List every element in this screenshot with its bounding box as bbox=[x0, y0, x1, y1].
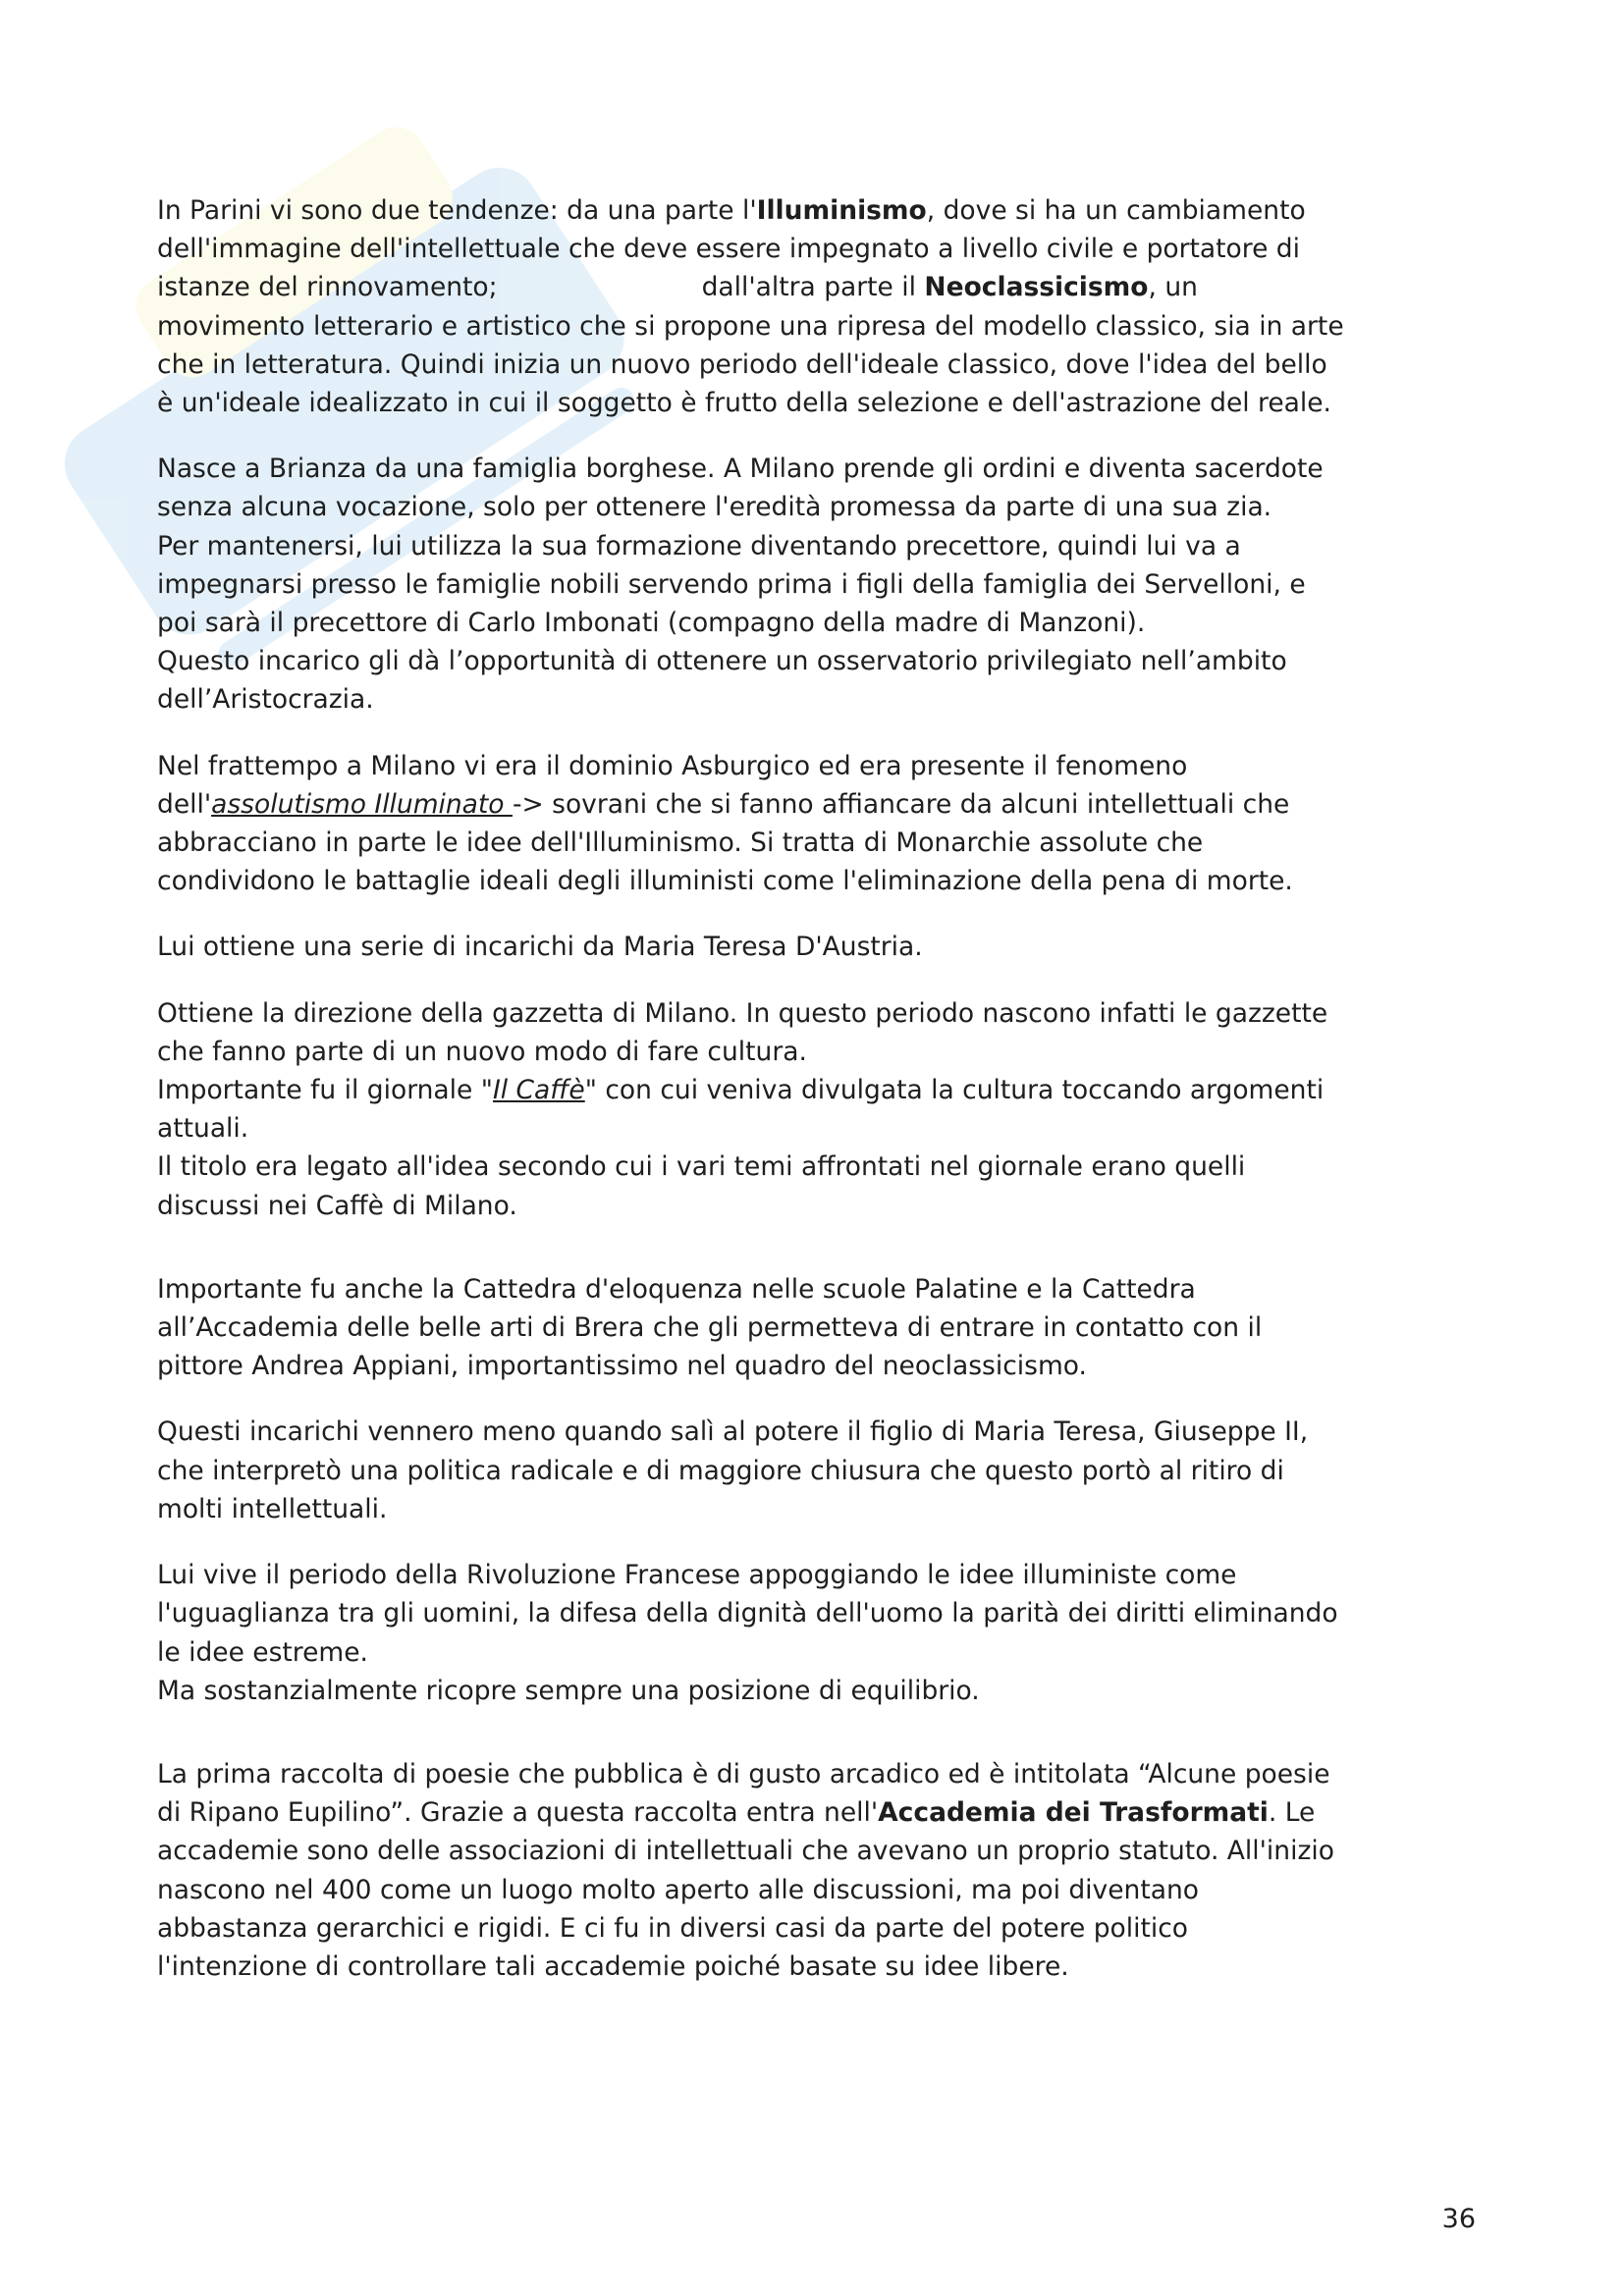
paragraph bbox=[157, 994, 1478, 1225]
text-run: dell’Aristocrazia. bbox=[157, 684, 374, 716]
text-line bbox=[157, 994, 1478, 1033]
bold-term: Neoclassicismo bbox=[924, 272, 1149, 303]
text-run: dall'altra parte il bbox=[701, 272, 925, 303]
text-line bbox=[157, 1594, 1478, 1632]
paragraph bbox=[157, 1413, 1478, 1528]
text-run: In Parini vi sono due tendenze: da una parte l' bbox=[157, 195, 757, 226]
text-run: Importante fu il giornale " bbox=[157, 1075, 493, 1106]
text-run: Lui ottiene una serie di incarichi da Maria Teresa D'Austria. bbox=[157, 932, 923, 963]
text-run: movimento letterario e artistico che si propone una ripresa del modello classico, sia in arte bbox=[157, 310, 1344, 342]
text-run: impegnarsi presso le famiglie nobili servendo prima i figli della famiglia dei Servelloni, e bbox=[157, 568, 1306, 600]
text-line bbox=[157, 1033, 1478, 1071]
paragraph bbox=[157, 1556, 1478, 1710]
text-run: abbracciano in parte le idee dell'Illuminismo. Si tratta di Monarchie assolute che bbox=[157, 828, 1204, 859]
text-line bbox=[157, 1347, 1478, 1385]
page-number: 36 bbox=[1441, 2204, 1476, 2234]
text-line bbox=[157, 1672, 1478, 1710]
body-text bbox=[157, 191, 1478, 2013]
text-line bbox=[157, 1490, 1478, 1528]
text-line bbox=[157, 1187, 1478, 1225]
text-run: all’Accademia delle belle arti di Brera che gli permetteva di entrare in contatto con il bbox=[157, 1312, 1263, 1344]
text-run: poi sarà il precettore di Carlo Imbonati (compagno della madre di Manzoni). bbox=[157, 608, 1146, 639]
text-run: dell' bbox=[157, 788, 212, 820]
text-line bbox=[157, 488, 1478, 526]
text-line bbox=[157, 1909, 1478, 1948]
text-run: Nasce a Brianza da una famiglia borghese. A Milano prende gli ordini e diventa sacerdote bbox=[157, 454, 1324, 485]
text-line bbox=[157, 1793, 1478, 1832]
text-run: Ottiene la direzione della gazzetta di Milano. In questo periodo nascono infatti le gazzette bbox=[157, 997, 1328, 1029]
paragraph bbox=[157, 191, 1478, 422]
text-line bbox=[157, 1871, 1478, 1909]
text-run: Lui vive il periodo della Rivoluzione Francese appoggiando le idee illuministe come bbox=[157, 1560, 1237, 1591]
text-line bbox=[157, 384, 1478, 422]
text-run: molti intellettuali. bbox=[157, 1493, 388, 1524]
paragraph bbox=[157, 450, 1478, 719]
emphasized-term: Il Caffè bbox=[492, 1075, 585, 1106]
text-run: è un'ideale idealizzato in cui il soggetto è frutto della selezione e dell'astrazione del reale. bbox=[157, 388, 1331, 419]
text-line bbox=[157, 785, 1478, 824]
text-run: le idee estreme. bbox=[157, 1636, 368, 1668]
paragraph bbox=[157, 928, 1478, 966]
text-run: di Ripano Eupilino”. Grazie a questa raccolta entra nell' bbox=[157, 1797, 879, 1829]
text-run: abbastanza gerarchici e rigidi. E ci fu in diversi casi da parte del potere politico bbox=[157, 1912, 1189, 1944]
text-line bbox=[157, 346, 1478, 384]
text-run: attuali. bbox=[157, 1113, 249, 1145]
text-line bbox=[157, 680, 1478, 719]
text-line bbox=[157, 1109, 1478, 1148]
text-run: Questi incarichi vennero meno quando salì al potere il figlio di Maria Teresa, Giuseppe II, bbox=[157, 1416, 1309, 1448]
text-run: Nel frattempo a Milano vi era il dominio Asburgico ed era presente il fenomeno bbox=[157, 750, 1188, 781]
text-run: , dove si ha un cambiamento bbox=[926, 195, 1306, 226]
text-run: accademie sono delle associazioni di intellettuali che avevano un proprio statuto. All'inizio bbox=[157, 1836, 1334, 1867]
text-run: istanze del rinnovamento; bbox=[157, 272, 498, 303]
text-run: che interpretò una politica radicale e di maggiore chiusura che questo portò al ritiro di bbox=[157, 1455, 1284, 1486]
bold-term: Accademia dei Trasformati bbox=[878, 1797, 1269, 1829]
text-line bbox=[157, 527, 1478, 565]
text-line bbox=[157, 1148, 1478, 1186]
text-line bbox=[157, 1633, 1478, 1672]
text-run: pittore Andrea Appiani, importantissimo nel quadro del neoclassicismo. bbox=[157, 1351, 1087, 1382]
text-line bbox=[157, 824, 1478, 862]
text-line bbox=[157, 1755, 1478, 1793]
text-line bbox=[157, 1948, 1478, 1986]
paragraph bbox=[157, 747, 1478, 901]
text-run: senza alcuna vocazione, solo per ottenere l'eredità promessa da parte di una sua zia. bbox=[157, 492, 1272, 523]
text-line bbox=[157, 1556, 1478, 1594]
paragraph bbox=[157, 1270, 1478, 1386]
text-run: che fanno parte di un nuovo modo di fare cultura. bbox=[157, 1036, 807, 1067]
text-line bbox=[157, 230, 1478, 268]
text-run: Il titolo era legato all'idea secondo cui i vari temi affrontati nel giornale erano quelli bbox=[157, 1151, 1246, 1183]
text-run: La prima raccolta di poesie che pubblica è di gusto arcadico ed è intitolata “Alcune poesie bbox=[157, 1758, 1330, 1789]
text-run: " con cui veniva divulgata la cultura toccando argomenti bbox=[584, 1075, 1325, 1106]
text-line bbox=[157, 565, 1478, 604]
text-run: Per mantenersi, lui utilizza la sua formazione diventando precettore, quindi lui va a bbox=[157, 530, 1241, 561]
text-line bbox=[157, 747, 1478, 785]
text-line bbox=[157, 1452, 1478, 1490]
text-run: condividono le battaglie ideali degli illuministi come l'eliminazione della pena di morte. bbox=[157, 866, 1293, 897]
text-run: dell'immagine dell'intellettuale che deve essere impegnato a livello civile e portatore di bbox=[157, 234, 1300, 265]
text-run: Questo incarico gli dà l’opportunità di ottenere un osservatorio privilegiato nell’ambito bbox=[157, 646, 1287, 677]
text-line bbox=[157, 1308, 1478, 1347]
text-run: -> sovrani che si fanno affiancare da alcuni intellettuali che bbox=[512, 788, 1290, 820]
text-line bbox=[157, 604, 1478, 642]
text-line bbox=[157, 642, 1478, 680]
text-line bbox=[157, 1270, 1478, 1308]
text-run: nascono nel 400 come un luogo molto aperto alle discussioni, ma poi diventano bbox=[157, 1874, 1199, 1905]
text-line bbox=[157, 1832, 1478, 1870]
text-line bbox=[157, 307, 1478, 346]
text-run: che in letteratura. Quindi inizia un nuovo periodo dell'ideale classico, dove l'idea del bello bbox=[157, 348, 1327, 380]
text-line bbox=[157, 1413, 1478, 1451]
text-run: Importante fu anche la Cattedra d'eloquenza nelle scuole Palatine e la Cattedra bbox=[157, 1273, 1196, 1305]
text-line bbox=[157, 191, 1478, 230]
bold-term: Illuminismo bbox=[756, 195, 927, 226]
text-run: . Le bbox=[1268, 1797, 1316, 1829]
text-line bbox=[157, 450, 1478, 488]
text-run: Ma sostanzialmente ricopre sempre una posizione di equilibrio. bbox=[157, 1675, 980, 1706]
text-run: discussi nei Caffè di Milano. bbox=[157, 1190, 517, 1221]
emphasized-term: assolutismo Illuminato bbox=[211, 788, 513, 820]
text-line bbox=[157, 862, 1478, 900]
text-line bbox=[157, 1071, 1478, 1109]
text-line bbox=[157, 928, 1478, 966]
text-run: l'intenzione di controllare tali accademie poiché basate su idee libere. bbox=[157, 1950, 1069, 1982]
text-line bbox=[157, 268, 1478, 306]
text-run: l'uguaglianza tra gli uomini, la difesa della dignità dell'uomo la parità dei diritti eliminando bbox=[157, 1598, 1338, 1629]
text-run: , un bbox=[1148, 272, 1198, 303]
paragraph bbox=[157, 1755, 1478, 1986]
